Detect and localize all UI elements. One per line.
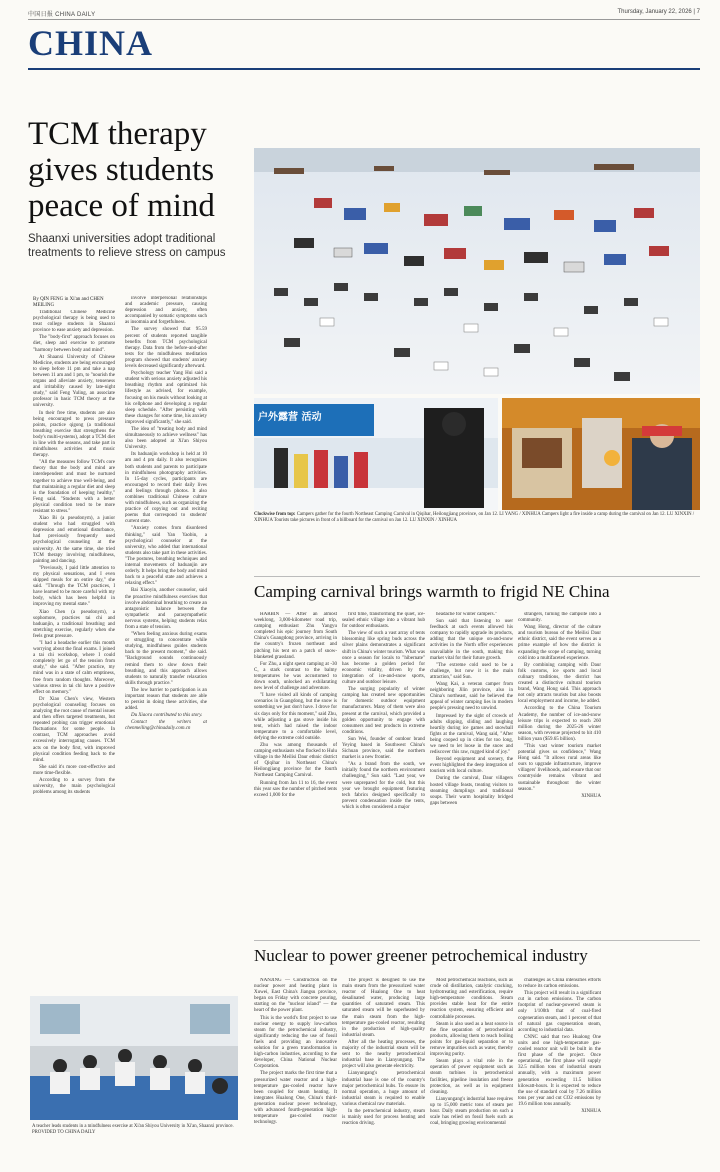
article3-column-4 <box>518 978 601 1148</box>
paragraph: The "body-first" approach focuses on diet, sleep and exercise to promote "harmony between body and mind". <box>33 335 115 353</box>
paragraph: This project will result in a significant cut in carbon emissions. The carbon footprint of nuclear-powered steam is only 1/100th that of coal-fired cogeneration steam, and 1 percent of that of natural gas cogeneration steam, according to industrial data. <box>518 991 601 1033</box>
section-header <box>28 22 700 70</box>
paragraph: By combining camping with Daur folk customs, ice sports and local culinary traditions, the district has created a distinctive cultural tourism brand, Wang Hong said. This approach not only attracts tourists but also boosts local employment and income, he added. <box>518 662 601 705</box>
paragraph: Most petrochemical reactions, such as crude oil distillation, catalytic cracking, hydrotreating and esterification, require high-temperature conditions. Steam provides stable heat for the entire reaction system, ensuring efficient and controllable processes. <box>430 978 513 1020</box>
paragraph: For Zhu, a night spent camping at -30 C, a stark contrast to the balmy temperatures he was accustomed to down south, unlocked an exhilarating new level of challenge and adventure. <box>254 661 337 692</box>
article2-column-4 <box>518 612 601 917</box>
paragraph: challenges as China intensifies efforts to reduce its carbon emissions. <box>518 978 601 990</box>
paragraph: At Shaanxi University of Chinese Medicine, students are being encouraged to sleep before 11 pm and take a nap between 11 am and 1 pm, to "nourish the organs and alleviate anxiety, tenseness and irritability caused by late-night study," said Feng Yuling, an associate professor in basic TCM theory at the university. <box>33 354 115 409</box>
paragraph: NANJING — Construction on the nuclear power and heating plant in Xuwei, East China's Jiangsu province, began on Friday with concrete pouring, starting on the "nuclear island" — the heart of the power plant. <box>254 978 337 1014</box>
paragraph: The project is designed to use the main steam from the pressurized water reactor of Hualong One to heat desalinated water, producing large quantities of saturated steam. This saturated steam will be superheated by the main steam from the high-temperature gas-cooled reactor, resulting in the production of high-quality industrial steam. <box>342 978 425 1038</box>
paragraph: HARBIN — After an almost weeklong, 3,000-kilometer road trip, camping enthusiast Zhu Yangyu completed his epic journey from South China's Guangdong province, arriving in the country's frozen northeast and pitching his tent on a patch of snow-blanketed grassland. <box>254 612 337 660</box>
paragraph: "As a brand from the south, we initially found the northern environment challenging," Sun said. "Last year, we were unprepared for the cold, but this year we brought equipment featuring tech fabrics designed specifically to prevent condensation inside the tents, which is often considered a major <box>342 762 425 810</box>
caption-text: Campers gather for the fourth Northeast Camping Carnival in Qiqihar, Heilongjiang province, on Jan 12. LI YANG / XINHUA Campers light a fire inside a camp during the carnival on Jan 12. LU XINXIN / XINHUA Tourists take pictures in front of a billboard for the carnival on Jan 12. LU XINXIN / XINHUA <box>254 512 695 523</box>
paragraph: Beyond equipment and scenery, the event highlighted the deep integration of tourism with local culture. <box>430 757 513 775</box>
contact-line: Contact the writers at chenmeiling@chinadaily.com.cn <box>125 720 207 732</box>
paragraph: headache for winter campers." <box>436 612 497 617</box>
article2-column-3 <box>430 612 513 917</box>
paragraph: The survey showed that 95.59 percent of students reported tangible benefits from TCM psychological therapy. Data from the before-and-after tests for the mindfulness meditation program showed that students' anxiety levels decreased significantly afterward. <box>125 327 207 370</box>
article1-photo-caption: A teacher leads students in a mindfulness exercise at Xi'an Shiyou University in Xi'an, Shaanxi province. PROVIDED TO CHINA DAILY <box>32 1124 234 1135</box>
paragraph: The project marks the first time that a pressurized water reactor and a high-temperature gas-cooled reactor have been coupled for steam heating. It integrates Hualong One, China's third-generation nuclear power technology, with advanced fourth-generation high-temperature gas-cooled reactor technology. <box>254 1071 337 1126</box>
paragraph: The idea of "treating body and mind simultaneously to achieve wellness" has also been adopted at Xi'an Shiyou University. <box>125 426 207 451</box>
paragraph: Impressed by the sight of crowds of adults slipping, sliding and laughing heartily during ice games and snowball fights at the carnival, Wang said, "After being cooped up in cities for too long, we need to let loose in the snow and rediscover this raw, rugged kind of joy." <box>430 713 513 756</box>
article3-column-2 <box>342 978 425 1148</box>
paragraph: "I have visited all kinds of camping scenarios in Guangdong, but the snow is something we just don't have. I drove for six days only for this moment," said Zhu, while adjusting a gas stove inside his tent, which had raised the indoor temperature to a comfortable level, defying the extreme cold outside. <box>254 693 337 741</box>
paragraph: Running from Jan 11 to 16, the event this year saw the number of pitched tents exceed 1,000 for the <box>254 780 337 798</box>
billboard-text: 户外露营 活动 <box>258 412 322 423</box>
campfire-image <box>502 398 700 510</box>
mindfulness-class-image <box>30 996 238 1120</box>
paragraph: In their free time, students are also being encouraged to press pressure points, practice qigong (a traditional breathing exercise that strengthens the body's multi-systems), adopt a TCM diet in line with the seasons, and take part in mindfulness activities and music therapy. <box>33 410 115 459</box>
paragraph: Psychology teacher Yang Hui said a student with serious anxiety adjusted his breathing rhythm and optimized his lifestyle as advised, for example, focusing on his meals without looking at his cellphone and developing a regular sleep schedule. "After persisting with these changes for some time, his anxiety improved significantly," she said. <box>125 371 207 425</box>
section-title: CHINA <box>28 23 154 63</box>
article2-column-2 <box>342 612 425 917</box>
article3-column-3 <box>430 978 513 1148</box>
paragraph: After all the heating processes, the majority of the industrial steam will be sent to the nearby petrochemical industrial base in Lianyungang. The project will also generate electricity. <box>342 1039 425 1070</box>
paragraph: Wang Hong, director of the culture and tourism bureau of the Meilisi Daur ethnic district, said the event serves as a prime example of how the district is expanding the scope of camping, turning cold into a multifaceted experience. <box>518 625 601 661</box>
caption-lead: Clockwise from top: <box>254 512 296 517</box>
article3-column-1 <box>254 978 337 1148</box>
article2-headline: Camping carnival brings warmth to frigid NE China <box>254 576 700 602</box>
article1-headline: TCM therapy gives students peace of mind <box>28 116 215 224</box>
article1-column-1 <box>33 310 115 986</box>
paragraph: She said it's more cost-effective and more time-flexible. <box>33 764 115 776</box>
article1-column-2 <box>125 296 207 986</box>
photos-top-caption <box>254 512 700 524</box>
paragraph: strangers, turning the campsite into a community. <box>518 612 601 624</box>
campsite-aerial-image <box>254 148 700 394</box>
article2-column-1 <box>254 612 337 917</box>
paragraph: The low barrier to participation is an important reason that students are able to persist in doing these activities, she added. <box>125 687 207 712</box>
paragraph: The surging popularity of winter camping has created new opportunities for domestic outdoor equipment manufacturers. Many of them were also present at the carnival, which provided a golden opportunity to engage with consumers and test products in extreme conditions. <box>342 687 425 735</box>
paragraph: Xiao Bi (a pseudonym), a junior student who had struggled with depression and emotional disturbance, had previously frequently used psychological counseling at the university. At the same time, she tried TCM therapy involving mindfulness, painting and dancing. <box>33 516 115 564</box>
paragraph: Steam is also used as a heat source in the fine separation of petrochemical products, allowing them to reach boiling points for gas-liquid separation or to remove impurities such as water, thereby improving purity. <box>430 1021 513 1058</box>
paragraph: Dr Xiao Chen's view, Western psychological counseling focuses on analyzing the root cause of mental issues and then offers targeted treatments, but repeated probing can trigger emotional fluctuations for some people. In contrast, TCM approaches avoid excessively interrogating causes. TCM acts on the body first, with improved physical condition feeding back to the mind. <box>33 696 115 763</box>
agency-credit: XINHUA <box>581 793 601 799</box>
paragraph: "The extreme cold used to be a challenge, but now it is the main attraction," said Sun. <box>430 662 513 680</box>
paragraph: "All the measures follow TCM's core theory that the body and mind are interdependent and must be nurtured together to achieve true well-being, and that maintaining a regular diet and sleep is the foundation of keeping healthy," Feng said. "Students with a better physical condition tend to be more resistant to stress." <box>33 460 115 514</box>
paragraph: Bai Xiaoyin, another counselor, said the proactive mindfulness exercises that involve abdominal breathing to create an antagonistic balance between the sympathetic and parasympathetic nervous systems, helping students relax from a state of tension. <box>125 588 207 630</box>
article3-headline: Nuclear to power greener petrochemical industry <box>254 940 700 966</box>
photo-campsite-aerial <box>254 148 700 394</box>
paragraph: During the carnival, Daur villagers hosted village feasts, treating visitors to steaming dumplings and traditional soups. Their warm hospitality bridged gaps between <box>430 776 513 806</box>
photo-billboard-visitors <box>254 398 498 510</box>
paragraph: first time, transforming the quiet, ice-sealed ethnic village into a vibrant hub for outdoor enthusiasts. <box>342 612 425 630</box>
paragraph: The view of such a vast array of tents blossoming like spring buds across the silver plains demonstrates a significant shift in China's winter tourism. What was once a season for locals to "hibernate" has become a golden period for economic vitality, driven by the integration of ice-and-snow sports, culture and outdoor leisure. <box>342 631 425 686</box>
paragraph: Lianyungang's petrochemical industrial base is one of the country's major petrochemical hubs. To ensure its normal operation, a huge amount of industrial steam is required to enable various chemical raw materials. <box>342 1071 425 1107</box>
paragraph: According to a survey from the university, the main psychological problems among its students <box>33 778 115 796</box>
paragraph: Zhu was among thousands of camping enthusiasts who flocked to Hulu village in the Meilisi Daur ethnic district of Qiqihar in Northeast China's Heilongjiang province for the fourth Northeast Camping Carnival. <box>254 742 337 779</box>
masthead-date-page: Thursday, January 22, 2026 | 7 <box>617 9 700 15</box>
paragraph: Lianyungang's industrial base requires up to 15,000 metric tons of steam per hour. Daily steam production on such a scale has relied on fossil fuels such as coal, bringing growing environmental <box>430 1096 513 1127</box>
agency-credit: XINHUA <box>581 1108 601 1114</box>
paragraph: "Previously, I paid little attention to my physical sensations, and I even skipped meals for an entire day," she said. "Through the TCM practices, I have learned to be more careful with my body, which has been helpful in improving my mental state." <box>33 565 115 608</box>
page-masthead <box>28 6 700 20</box>
paragraph: Sun said that listening to user feedback at such events allowed his company to rapidly upgrade its products, adding that the unique on-and-snow activities in the North offer experiences unavailable in the south, making this market vital for their future growth. <box>430 619 513 661</box>
paragraph: In the petrochemical industry, steam is mainly used for process heating and reaction driving. <box>342 1108 425 1127</box>
paragraph: Wang Kai, a veteran camper from neighboring Jilin province, also in China's northeast, said he believed the appeal of winter camping lies in modern people's pressing need to unwind. <box>430 682 513 712</box>
paragraph: Steam plays a vital role in the operation of power equipment such as steam turbines in petrochemical facilities, pipeline insulation and freeze protection, as well as in equipment cleaning. <box>430 1059 513 1095</box>
paragraph: Sun Wei, founder of outdoor brand Yeying based in Southwest China's Sichuan province, said the northern market is a new frontier. <box>342 736 425 761</box>
paragraph: "I had a headache earlier this month worrying about the final exams. I joined a tai chi workshop, where I could completely let go of the tension from study," she said. "After practice, my mind was in a state of calm emptiness, free from random thoughts. Moreover, various stress in tai chi have a positive effect on memory." <box>33 640 115 695</box>
paragraph: Its baduanjin workshop is held at 10 am and 4 pm daily. It also recognizes both students and parents to participate in mindfulness photography activities. In 15-day cycles, participants are encouraged to record their daily lives and feelings through photos. It also combines traditional Chinese culture with mindfulness, such as organizing the practice of copying out and reciting poems that correspond to students' current state. <box>125 452 207 525</box>
article1-subhead: Shaanxi universities adopt traditional treatments to relieve stress on campus <box>28 233 226 259</box>
paragraph: Traditional Chinese Medicine psychological therapy is being used to treat college students in Shaanxi province to ease anxiety and depression. <box>33 310 115 334</box>
photo-mindfulness-class <box>30 996 238 1120</box>
paragraph: involve interpersonal relationships and academic pressure, causing depression and anxiety, often accompanied by somatic symptoms such as insomnia and forgetfulness. <box>125 296 207 326</box>
paragraph: Xiao Chen (a pseudonym), a sophomore, practices tai chi and baduanjin, a traditional breathing and stretching exercise, regularly when she feels great pressure. <box>33 609 115 639</box>
contributor-note: Du Xiaora contributed to this story. <box>131 713 203 719</box>
paragraph: "Anxiety comes from disordered thinking," said Yan Yaobin, a psychological counselor at the university, who added that international students also take part in these activities. "The postures, breathing techniques and internal movements of baduanjin are orderly. It helps bring the body and mind back to a peaceful state and achieves a relaxing effect." <box>125 526 207 587</box>
paragraph: This is the world's first project to use nuclear energy to supply low-carbon steam for the petrochemical industry, significantly reducing the use of fossil fuels and providing an innovative solution for a green transformation in high-carbon industries, according to the developer, China National Nuclear Corporation. <box>254 1015 337 1070</box>
paragraph: CNNC said that two Hualong One units and one high-temperature gas-cooled reactor unit will be built in the first phase of the project. Once operational, the first phase will supply 32.5 million tons of industrial steam annually, with a maximum power generation exceeding 11.5 billion kilowatt-hours. It is expected to reduce the use of standard coal by 7.26 million tons per year and cut CO2 emissions by 19.6 million tons annually. <box>518 1034 601 1107</box>
paragraph: "This vast winter tourism market potential gives us confidence," Wang Hong said. "It allows rural areas like ours to upgrade infrastructure, improve villagers' livelihoods, and ensure that our countryside remains vibrant and sustainable throughout the winter season." <box>518 743 601 792</box>
paragraph: According to the China Tourism Academy, the number of ice-and-snow leisure trips is expected to reach 260 million during the 2025-26 winter season, with revenue projected to hit 410 billion yuan ($59.65 billion). <box>518 706 601 742</box>
paragraph: "When feeling anxious during exams or struggling to concentrate while studying, mindfulness guides students back to the present moment," she said. "Background sounds continuously remind them to slow down their breathing, and this approach allows students to naturally transfer relaxation skills through practice." <box>125 632 207 686</box>
article1-byline: By QIN FENG in Xi'an and CHEN MEILING <box>33 297 104 308</box>
masthead-paper-name: 中国日报 CHINA DAILY <box>28 12 96 18</box>
photo-campfire <box>502 398 700 510</box>
